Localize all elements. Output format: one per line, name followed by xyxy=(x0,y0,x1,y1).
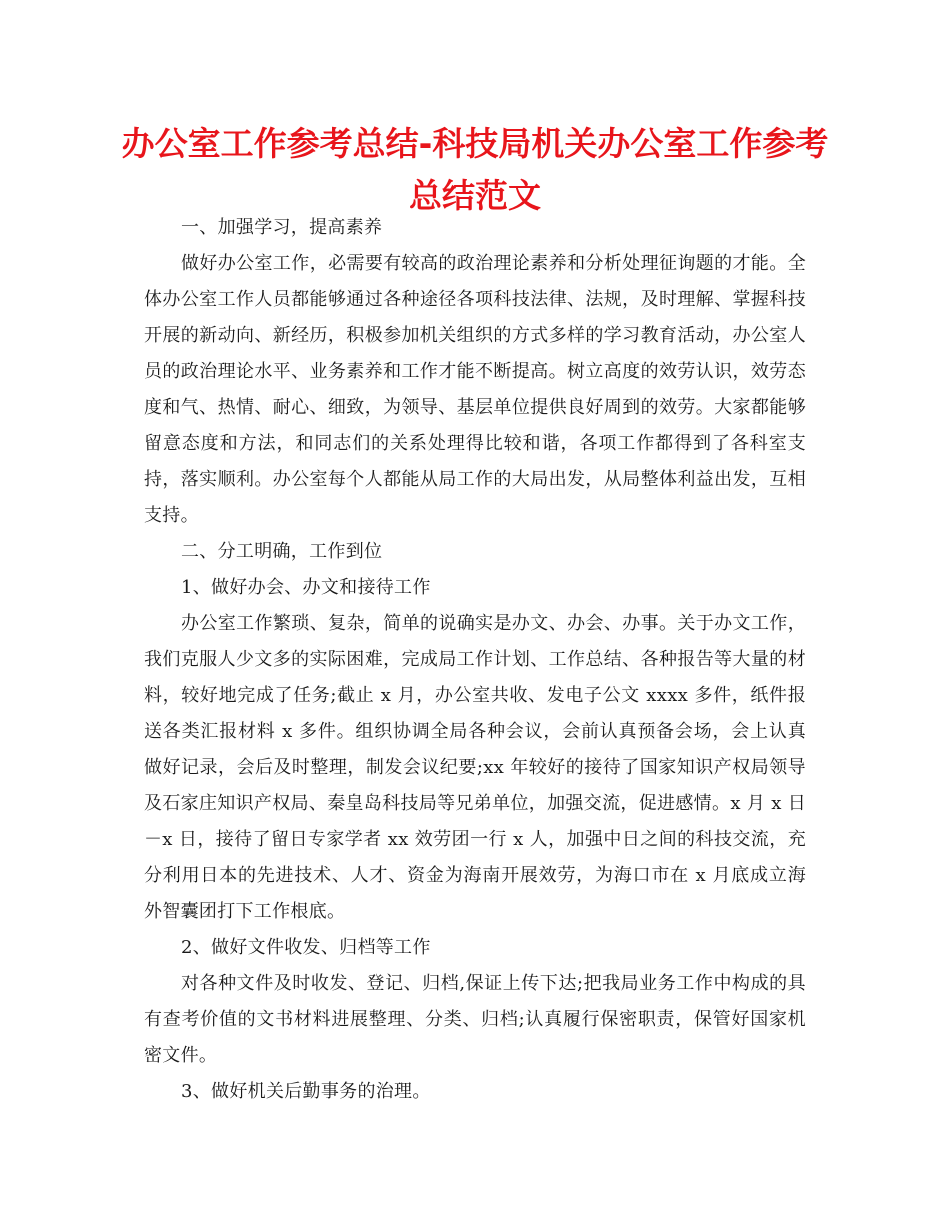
subsection-heading-3: 3、做好机关后勤事务的治理。 xyxy=(181,1081,431,1102)
document-body xyxy=(144,210,806,1110)
subsection-heading-2: 2、做好文件收发、归档等工作 xyxy=(181,937,431,958)
paragraph-1: 做好办公室工作，必需要有较高的政治理论素养和分析处理征询题的才能。全体办公室工作人员都能够通过各种途径各项科技法律、法规，及时理解、掌握科技开展的新动向、新经历，积极参加机关组织的方式多样的学习教育活动，办公室人员的政治理论水平、业务素养和工作才能不断提高。树立高度的效劳认识，效劳态度和气、热情、耐心、细致，为领导、基层单位提供良好周到的效劳。大家都能够留意态度和方法，和同志们的关系处理得比较和谐，各项工作都得到了各科室支持，落实顺利。办公室每个人都能从局工作的大局出发，从局整体利益出发，互相支持。 xyxy=(144,253,806,526)
paragraph-2: 办公室工作繁琐、复杂，简单的说确实是办文、办会、办事。关于办文工作，我们克服人少文多的实际困难，完成局工作计划、工作总结、各种报告等大量的材料，较好地完成了任务;截止 x 月，办公室共收、发电子公文 xxxx 多件，纸件报送各类汇报材料 x 多件。组织协调全局各种会议，会前认真预备会场，会上认真做好记录，会后及时整理，制发会议纪要;xx 年较好的接待了国家知识产权局领导及石家庄知识产权局、秦皇岛科技局等兄弟单位，加强交流，促进感情。x 月 x 日－x 日，接待了留日专家学者 xx 效劳团一行 x 人，加强中日之间的科技交流，充分利用日本的先进技术、人才、资金为海南开展效劳，为海口市在 x 月底成立海外智囊团打下工作根底。 xyxy=(144,613,806,922)
section-heading-1: 一、加强学习，提高素养 xyxy=(181,217,383,238)
section-heading-2: 二、分工明确，工作到位 xyxy=(181,541,383,562)
paragraph-3: 对各种文件及时收发、登记、归档,保证上传下达;把我局业务工作中构成的具有查考价值的文书材料进展整理、分类、归档;认真履行保密职责，保管好国家机密文件。 xyxy=(144,973,806,1066)
subsection-heading-1: 1、做好办会、办文和接待工作 xyxy=(181,577,431,598)
document-title: 办公室工作参考总结-科技局机关办公室工作参考总结范文 xyxy=(121,124,829,215)
